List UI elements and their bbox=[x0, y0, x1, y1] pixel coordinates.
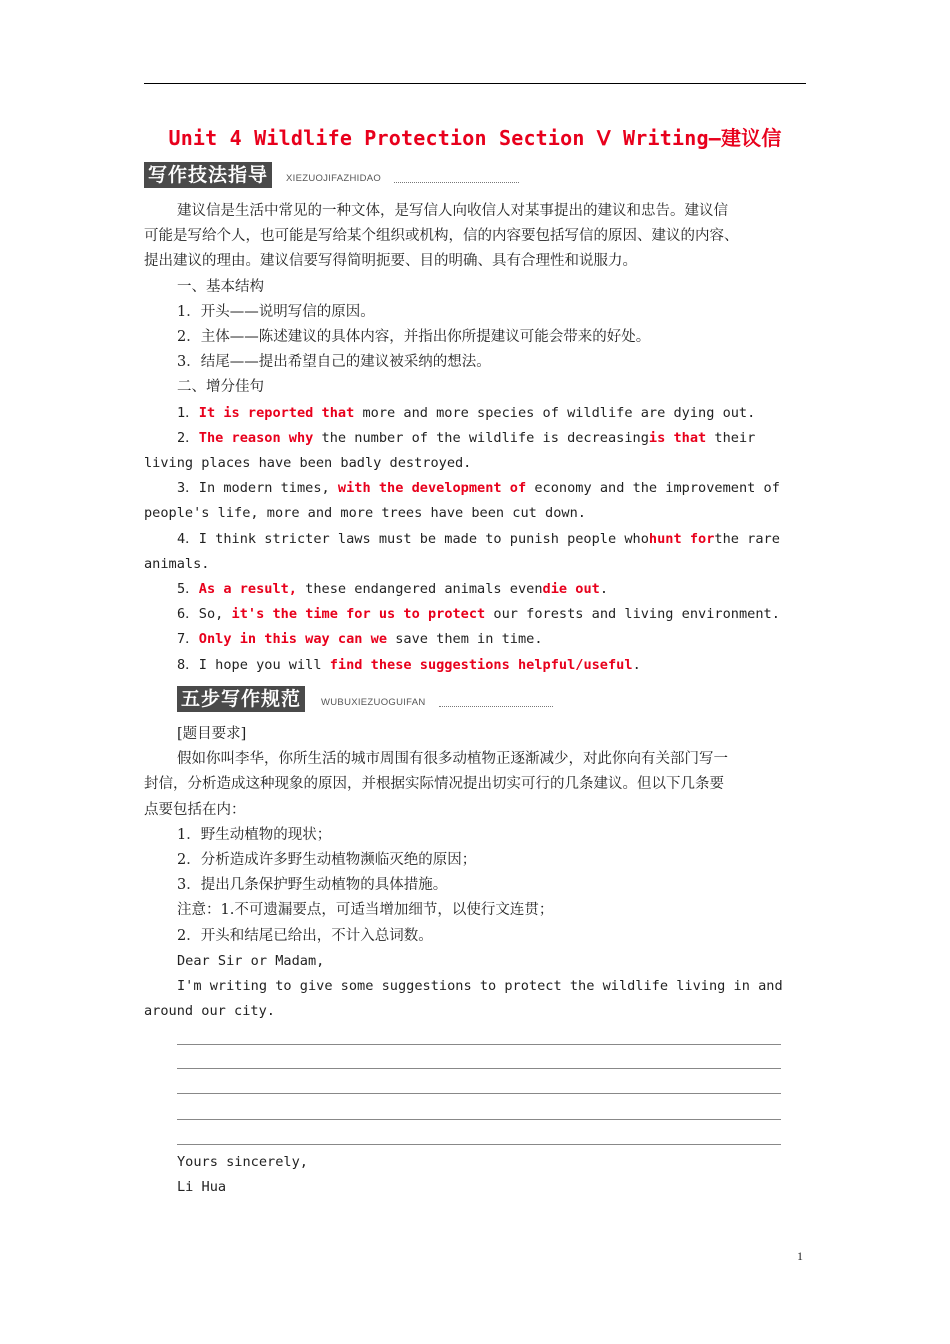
key-phrase: Only in this way can we bbox=[198, 631, 388, 648]
sentence-3-cont: people's life, more and more trees have been cut down. bbox=[144, 505, 586, 522]
sentence-text: . bbox=[632, 656, 641, 673]
key-phrase: die out bbox=[542, 581, 600, 598]
sentence-number: 1． bbox=[177, 404, 199, 421]
page-title: Unit 4 Wildlife Protection Section Ⅴ Writing—建议信 bbox=[168, 126, 782, 150]
sentence-7 bbox=[144, 627, 806, 652]
sentence-2-cont: living places have been badly destroyed. bbox=[144, 455, 472, 472]
sentence-text: these endangered animals even bbox=[297, 581, 543, 598]
sentence-number: 4． bbox=[177, 530, 199, 547]
sentence-1 bbox=[144, 401, 806, 426]
task-point: 3．提出几条保护野生动植物的具体措施。 bbox=[177, 877, 448, 894]
banner-label: 写作技法指导 bbox=[144, 162, 272, 188]
intro-line: 可能是写给个人，也可能是写给某个组织或机构，信的内容要包括写信的原因、建议的内容、 bbox=[144, 228, 739, 245]
letter-closing-block bbox=[144, 1150, 806, 1200]
banner-pinyin: WUBUXIEZUOGUIFAN bbox=[321, 697, 426, 708]
sentence-4-cont: animals. bbox=[144, 555, 210, 572]
task-heading: [题目要求] bbox=[177, 726, 247, 742]
sentence-number: 6． bbox=[177, 606, 199, 623]
sentence-text: more and more species of wildlife are dying out. bbox=[354, 404, 756, 421]
sentence-number: 3． bbox=[177, 480, 199, 497]
key-phrase: hunt for bbox=[648, 530, 715, 547]
task-content bbox=[144, 722, 806, 1024]
banner-label: 五步写作规范 bbox=[177, 686, 305, 712]
sentence-6 bbox=[144, 602, 806, 627]
sentences-heading: 二、增分佳句 bbox=[177, 379, 264, 396]
key-phrase: it's the time for us to protect bbox=[231, 606, 486, 623]
sentence-text: the number of the wildlife is decreasing bbox=[313, 429, 649, 446]
intro-line: 建议信是生活中常见的一种文体，是写信人向收信人对某事提出的建议和忠告。建议信 bbox=[177, 203, 728, 219]
letter-opening-cont: around our city. bbox=[144, 1003, 275, 1020]
sentence-3 bbox=[144, 476, 806, 501]
sentence-text: I hope you will bbox=[198, 656, 330, 673]
sentence-4 bbox=[144, 527, 806, 552]
sentence-text: I think stricter laws must be made to punish people who bbox=[198, 530, 649, 547]
task-prompt-line: 假如你叫李华，你所生活的城市周围有很多动植物正逐渐减少，对此你向有关部门写一 bbox=[177, 751, 728, 768]
task-prompt-line: 封信，分析造成这种现象的原因，并根据实际情况提出切实可行的几条建议。但以下几条要 bbox=[144, 776, 724, 793]
task-point: 2．分析造成许多野生动植物濒临灭绝的原因； bbox=[177, 852, 477, 869]
sentence-text: In modern times, bbox=[198, 480, 338, 497]
key-phrase: As a result, bbox=[198, 581, 297, 598]
answer-line[interactable] bbox=[177, 1144, 781, 1145]
section-banner-writing-tips bbox=[144, 162, 382, 188]
banner-dotted-line bbox=[439, 706, 553, 707]
sentence-8 bbox=[144, 653, 806, 678]
key-phrase: with the development of bbox=[337, 480, 527, 497]
task-note: 2．开头和结尾已给出，不计入总词数。 bbox=[177, 927, 433, 944]
task-point: 1．野生动植物的现状； bbox=[177, 826, 332, 843]
section-banner-five-steps bbox=[177, 686, 426, 712]
sentence-text: So, bbox=[198, 606, 232, 623]
sentence-number: 8． bbox=[177, 656, 199, 673]
sentence-text: our forests and living environment. bbox=[485, 606, 780, 623]
structure-item: 1．开头——说明写信的原因。 bbox=[177, 303, 375, 320]
structure-item: 2．主体——陈述建议的具体内容，并指出你所提建议可能会带来的好处。 bbox=[177, 329, 651, 346]
sentence-text: their bbox=[706, 429, 756, 446]
sentence-number: 5． bbox=[177, 581, 199, 598]
letter-opening: I'm writing to give some suggestions to protect the wildlife living in and bbox=[177, 978, 783, 995]
page-number: 1 bbox=[797, 1249, 803, 1263]
sentence-text: . bbox=[599, 581, 609, 598]
banner-pinyin: XIEZUOJIFAZHIDAO bbox=[286, 173, 382, 184]
sentence-number: 7． bbox=[177, 631, 199, 648]
key-phrase: is that bbox=[648, 429, 707, 446]
sentence-text: economy and the improvement of bbox=[526, 480, 780, 497]
header-rule bbox=[144, 83, 806, 84]
sentence-5 bbox=[144, 577, 806, 602]
answer-line[interactable] bbox=[177, 1068, 781, 1069]
main-content bbox=[144, 199, 806, 678]
letter-greeting: Dear Sir or Madam, bbox=[177, 952, 325, 969]
letter-signature: Li Hua bbox=[177, 1179, 227, 1196]
letter-closing: Yours sincerely, bbox=[177, 1154, 308, 1170]
answer-line[interactable] bbox=[177, 1093, 781, 1094]
structure-item: 3．结尾——提出希望自己的建议被采纳的想法。 bbox=[177, 354, 491, 371]
task-prompt-line: 点要包括在内： bbox=[144, 801, 246, 818]
sentence-number: 2． bbox=[177, 429, 199, 446]
sentence-2 bbox=[144, 426, 806, 451]
structure-heading: 一、基本结构 bbox=[177, 278, 264, 295]
key-phrase: find these suggestions helpful/useful bbox=[329, 656, 633, 673]
key-phrase: The reason why bbox=[198, 429, 314, 446]
answer-line[interactable] bbox=[177, 1119, 781, 1120]
task-note: 注意：1.不可遗漏要点，可适当增加细节，以使行文连贯； bbox=[177, 902, 554, 919]
banner-dotted-line bbox=[394, 182, 519, 183]
sentence-text: the rare bbox=[714, 530, 780, 547]
key-phrase: It is reported that bbox=[198, 404, 355, 421]
answer-line[interactable] bbox=[177, 1044, 781, 1045]
intro-line: 提出建议的理由。建议信要写得简明扼要、目的明确、具有合理性和说服力。 bbox=[144, 253, 637, 270]
sentence-text: save them in time. bbox=[387, 631, 543, 648]
